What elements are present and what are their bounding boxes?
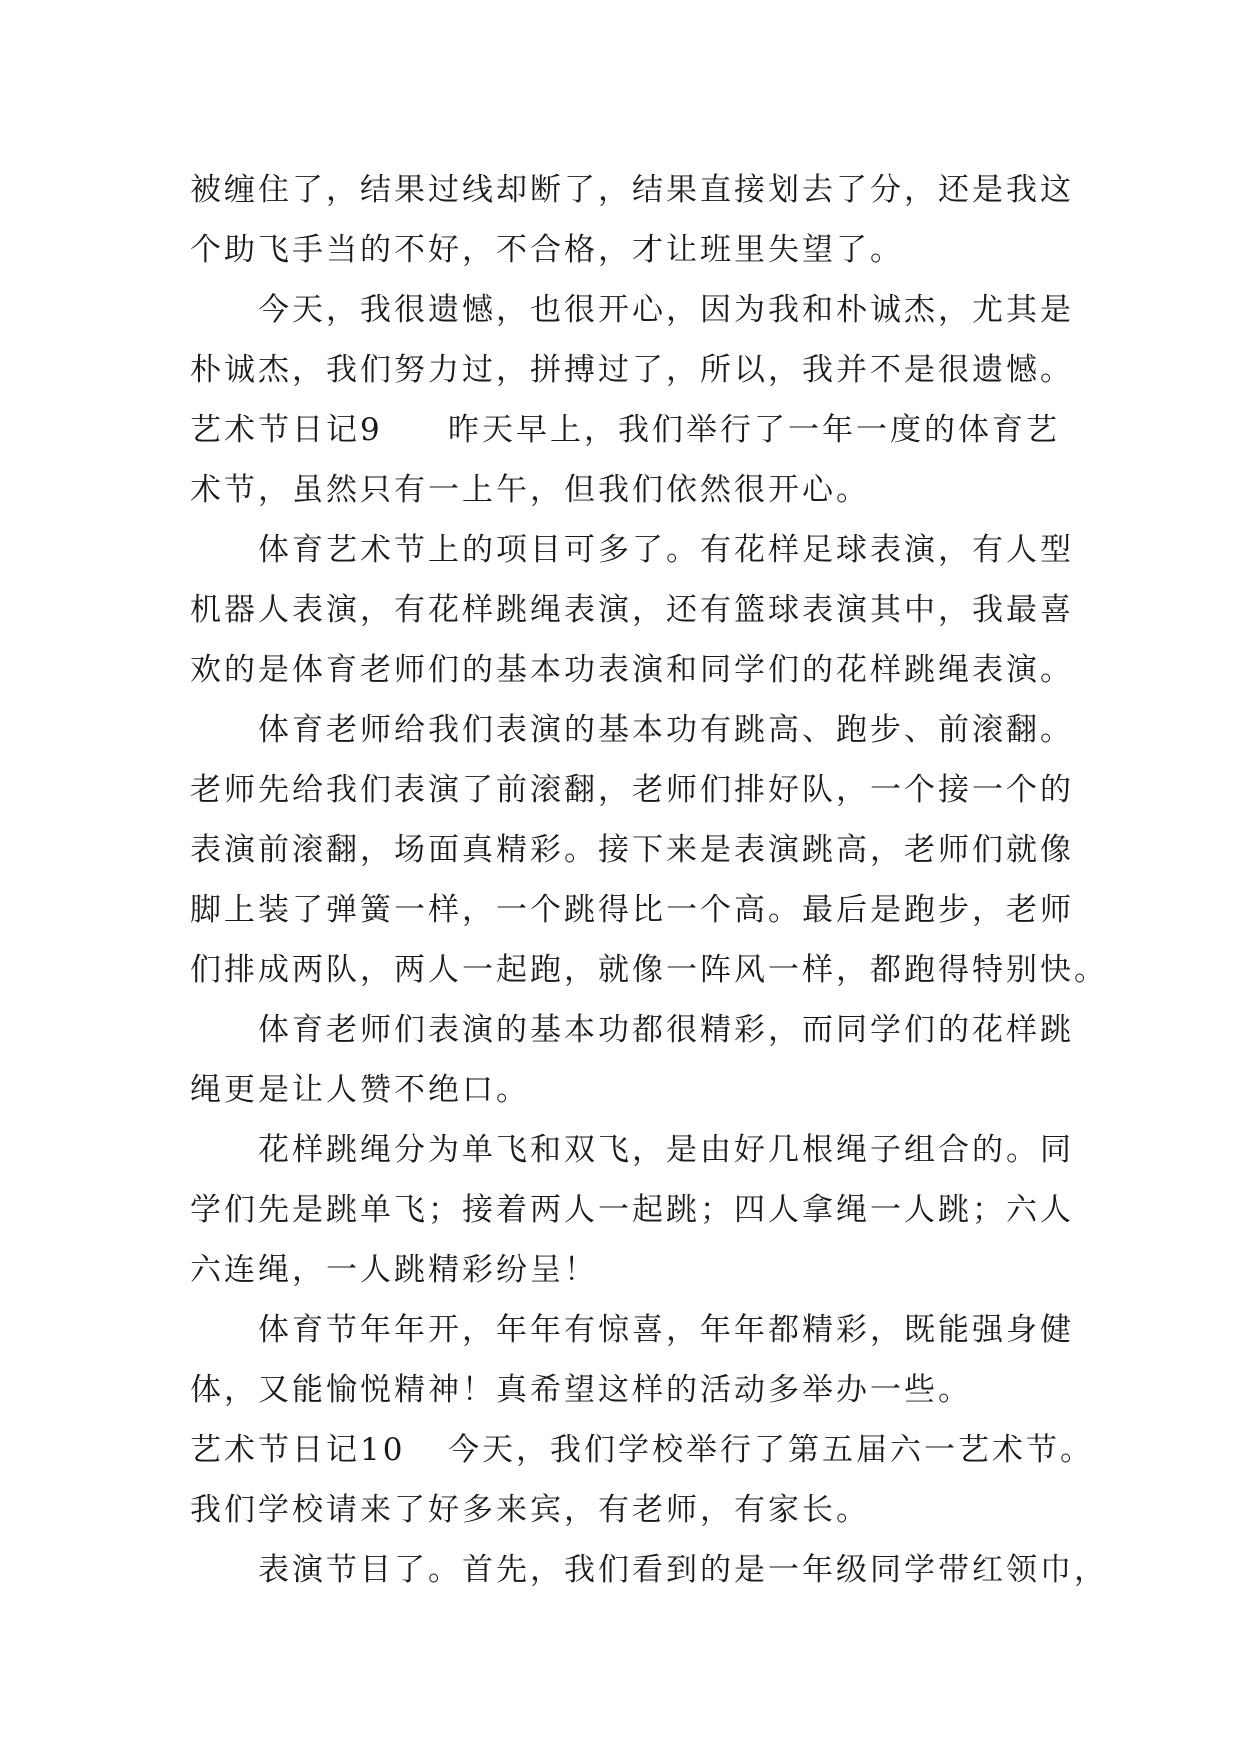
text-line: 我们学校请来了好多来宾，有老师，有家长。 (190, 1492, 870, 1528)
text-line: 术节，虽然只有一上午，但我们依然很开心。 (190, 472, 870, 508)
text-line: 今天，我们学校举行了第五届六一艺术节。 (448, 1432, 1094, 1468)
text-line: 体育老师们表演的基本功都很精彩，而同学们的花样跳 (258, 1012, 1074, 1048)
text-line: 脚上装了弹簧一样，一个跳得比一个高。最后是跑步，老师 (190, 892, 1074, 928)
document-body (190, 160, 1108, 1600)
diary-entry-line (190, 400, 1060, 460)
text-line: 体育老师给我们表演的基本功有跳高、跑步、前滚翻。 (258, 712, 1074, 748)
diary-title: 艺术节日记10 (190, 1432, 406, 1468)
diary-title: 艺术节日记9 (190, 412, 383, 448)
text-line: 表演前滚翻，场面真精彩。接下来是表演跳高，老师们就像 (190, 832, 1074, 868)
text-line: 老师先给我们表演了前滚翻，老师们排好队，一个接一个的 (190, 772, 1074, 808)
text-line: 今天，我很遗憾，也很开心，因为我和朴诚杰，尤其是 (258, 292, 1074, 328)
text-line: 机器人表演，有花样跳绳表演，还有篮球表演其中，我最喜 (190, 592, 1074, 628)
text-line: 绳更是让人赞不绝口。 (190, 1072, 530, 1108)
text-line: 朴诚杰，我们努力过，拼搏过了，所以，我并不是很遗憾。 (190, 352, 1074, 388)
text-line: 表演节目了。首先，我们看到的是一年级同学带红领巾， (258, 1552, 1108, 1588)
text-line: 花样跳绳分为单飞和双飞，是由好几根绳子组合的。同 (258, 1132, 1074, 1168)
text-line: 被缠住了，结果过线却断了，结果直接划去了分，还是我这 (190, 172, 1074, 208)
diary-entry-line (190, 1420, 1094, 1480)
text-line: 们排成两队，两人一起跑，就像一阵风一样，都跑得特别快。 (190, 952, 1108, 988)
text-line: 体，又能愉悦精神！真希望这样的活动多举办一些。 (190, 1372, 972, 1408)
text-line: 学们先是跳单飞；接着两人一起跳；四人拿绳一人跳；六人 (190, 1192, 1074, 1228)
text-line: 体育节年年开，年年有惊喜，年年都精彩，既能强身健 (258, 1312, 1074, 1348)
text-line: 昨天早上，我们举行了一年一度的体育艺 (448, 412, 1060, 448)
text-line: 体育艺术节上的项目可多了。有花样足球表演，有人型 (258, 532, 1074, 568)
text-line: 六连绳，一人跳精彩纷呈！ (190, 1252, 598, 1288)
text-line: 个助飞手当的不好，不合格，才让班里失望了。 (190, 232, 904, 268)
text-line: 欢的是体育老师们的基本功表演和同学们的花样跳绳表演。 (190, 652, 1074, 688)
